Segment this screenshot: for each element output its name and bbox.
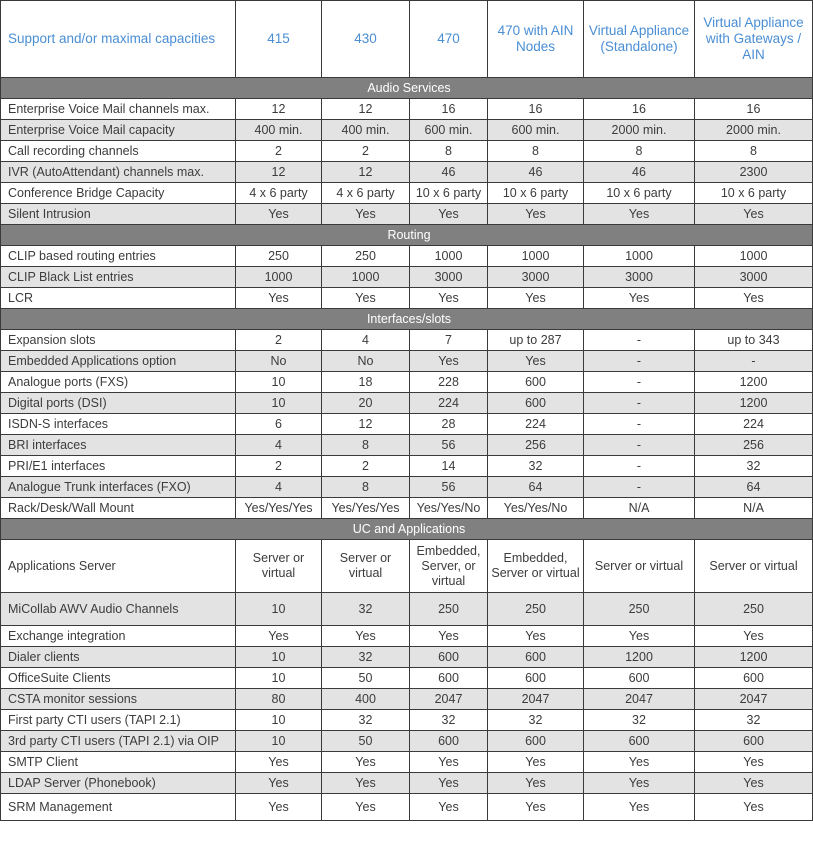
table-row [1,330,813,351]
table-row [1,794,813,821]
table-cell: Yes [584,204,695,225]
table-cell: 8 [322,477,410,498]
table-cell: 2 [236,141,322,162]
row-label: BRI interfaces [1,435,236,456]
table-row [1,731,813,752]
table-row [1,246,813,267]
table-cell: Yes [410,288,488,309]
table-row [1,689,813,710]
table-cell: 600 [410,668,488,689]
table-cell: Yes [488,794,584,821]
table-row [1,351,813,372]
table-cell: 1000 [236,267,322,288]
table-cell: 4 x 6 party [236,183,322,204]
table-cell: 250 [488,593,584,626]
table-cell: 50 [322,731,410,752]
table-cell: 224 [488,414,584,435]
table-cell: Yes [236,773,322,794]
table-cell: 600 [488,731,584,752]
table-cell: Yes [584,773,695,794]
table-cell: 32 [410,710,488,731]
table-cell: Yes [236,626,322,647]
table-cell: Yes/Yes/Yes [322,498,410,519]
table-cell: Yes [695,752,813,773]
row-label: MiCollab AWV Audio Channels [1,593,236,626]
table-cell: 10 x 6 party [584,183,695,204]
table-cell: 250 [236,246,322,267]
table-row [1,99,813,120]
table-cell: Yes [322,773,410,794]
row-label: PRI/E1 interfaces [1,456,236,477]
row-label: Enterprise Voice Mail capacity [1,120,236,141]
table-cell: Server or virtual [695,540,813,593]
table-cell: 1200 [695,372,813,393]
table-cell: Yes [488,773,584,794]
table-cell: 1000 [410,246,488,267]
table-cell: 12 [322,162,410,183]
table-row [1,647,813,668]
table-row [1,477,813,498]
row-label: Applications Server [1,540,236,593]
table-cell: 1000 [584,246,695,267]
table-cell: 1000 [488,246,584,267]
table-cell: 600 [584,668,695,689]
table-cell: 46 [488,162,584,183]
table-row [1,372,813,393]
table-cell: 600 [488,372,584,393]
table-cell: Server or virtual [236,540,322,593]
table-cell: 3000 [584,267,695,288]
table-cell: 224 [410,393,488,414]
row-label: Analogue Trunk interfaces (FXO) [1,477,236,498]
row-label: Rack/Desk/Wall Mount [1,498,236,519]
table-cell: 600 [695,668,813,689]
table-cell: 400 min. [322,120,410,141]
table-cell: up to 343 [695,330,813,351]
table-row [1,120,813,141]
table-cell: 32 [584,710,695,731]
row-label: LDAP Server (Phonebook) [1,773,236,794]
table-cell: Embedded, Server or virtual [488,540,584,593]
table-cell: 2300 [695,162,813,183]
table-cell: Yes [695,288,813,309]
row-label: IVR (AutoAttendant) channels max. [1,162,236,183]
row-label: Digital ports (DSI) [1,393,236,414]
table-cell: 20 [322,393,410,414]
table-cell: 12 [322,414,410,435]
row-label: First party CTI users (TAPI 2.1) [1,710,236,731]
table-cell: Yes [410,794,488,821]
table-row [1,540,813,593]
table-cell: Server or virtual [322,540,410,593]
row-label: Exchange integration [1,626,236,647]
table-cell: 32 [695,456,813,477]
section-row [1,225,813,246]
table-cell: 400 [322,689,410,710]
table-cell: 16 [695,99,813,120]
table-cell: Yes [236,794,322,821]
table-cell: 28 [410,414,488,435]
table-cell: 2047 [488,689,584,710]
table-cell: 16 [584,99,695,120]
table-cell: - [584,435,695,456]
table-cell: 16 [410,99,488,120]
table-row [1,773,813,794]
table-cell: 10 x 6 party [488,183,584,204]
table-row [1,141,813,162]
table-cell: Yes/Yes/No [488,498,584,519]
table-row [1,204,813,225]
table-cell: 8 [695,141,813,162]
table-cell: 400 min. [236,120,322,141]
table-cell: 2000 min. [695,120,813,141]
table-cell: Yes [236,288,322,309]
table-cell: 4 [236,477,322,498]
table-cell: - [584,330,695,351]
table-cell: 600 [488,647,584,668]
table-cell: Yes [695,794,813,821]
table-row [1,435,813,456]
header-row [1,1,813,78]
section-title: Audio Services [1,78,813,99]
table-row [1,626,813,647]
table-cell: 2000 min. [584,120,695,141]
table-cell: 600 [488,393,584,414]
table-cell: Yes [584,752,695,773]
table-cell: 32 [322,593,410,626]
table-body [1,78,813,821]
table-cell: 600 [584,731,695,752]
table-cell: 10 [236,647,322,668]
table-cell: up to 287 [488,330,584,351]
row-label: CLIP Black List entries [1,267,236,288]
header-model-415: 415 [236,1,322,78]
section-row [1,309,813,330]
table-cell: 10 [236,710,322,731]
table-cell: 32 [488,456,584,477]
table-cell: 8 [488,141,584,162]
section-title: UC and Applications [1,519,813,540]
table-cell: 600 [488,668,584,689]
table-cell: 10 x 6 party [410,183,488,204]
table-cell: Yes [322,626,410,647]
table-cell: Yes [322,752,410,773]
table-cell: Yes [236,204,322,225]
section-title: Routing [1,225,813,246]
table-cell: 10 [236,393,322,414]
table-cell: - [584,372,695,393]
table-cell: 8 [322,435,410,456]
table-cell: 250 [410,593,488,626]
table-row [1,498,813,519]
table-cell: - [584,414,695,435]
table-cell: N/A [695,498,813,519]
table-cell: 50 [322,668,410,689]
row-label: Call recording channels [1,141,236,162]
row-label: Embedded Applications option [1,351,236,372]
table-row [1,288,813,309]
table-cell: 64 [695,477,813,498]
table-cell: - [695,351,813,372]
table-cell: 2 [236,330,322,351]
table-cell: Yes [410,752,488,773]
table-cell: No [322,351,410,372]
table-cell: 1000 [322,267,410,288]
table-cell: 8 [410,141,488,162]
row-label: CSTA monitor sessions [1,689,236,710]
table-cell: 16 [488,99,584,120]
table-cell: 14 [410,456,488,477]
table-cell: 2047 [584,689,695,710]
header-model-430: 430 [322,1,410,78]
table-cell: 46 [584,162,695,183]
table-cell: 2047 [410,689,488,710]
table-cell: 1200 [584,647,695,668]
table-row [1,183,813,204]
table-cell: 64 [488,477,584,498]
table-cell: Yes [584,794,695,821]
table-cell: 6 [236,414,322,435]
row-label: Enterprise Voice Mail channels max. [1,99,236,120]
table-cell: 4 x 6 party [322,183,410,204]
table-cell: 12 [236,162,322,183]
table-row [1,593,813,626]
table-row [1,710,813,731]
table-cell: Yes [410,351,488,372]
row-label: Silent Intrusion [1,204,236,225]
table-cell: Yes [695,626,813,647]
table-cell: 10 [236,372,322,393]
table-cell: Server or virtual [584,540,695,593]
table-cell: 600 [410,731,488,752]
row-label: Analogue ports (FXS) [1,372,236,393]
table-cell: 32 [322,647,410,668]
table-cell: Yes [322,204,410,225]
table-cell: - [584,351,695,372]
row-label: Expansion slots [1,330,236,351]
table-cell: 18 [322,372,410,393]
row-label: CLIP based routing entries [1,246,236,267]
table-cell: Yes [584,288,695,309]
table-cell: 2 [322,141,410,162]
table-cell: Yes [488,351,584,372]
table-cell: 1200 [695,393,813,414]
table-cell: No [236,351,322,372]
table-cell: 256 [488,435,584,456]
table-cell: Embedded, Server, or virtual [410,540,488,593]
header-capacities: Support and/or maximal capacities [1,1,236,78]
row-label: ISDN-S interfaces [1,414,236,435]
table-cell: 2 [322,456,410,477]
table-cell: Yes [695,773,813,794]
section-row [1,78,813,99]
row-label: Conference Bridge Capacity [1,183,236,204]
table-cell: - [584,477,695,498]
table-cell: 256 [695,435,813,456]
table-cell: - [584,456,695,477]
header-model-470: 470 [410,1,488,78]
table-cell: 32 [322,710,410,731]
table-cell: 12 [236,99,322,120]
table-row [1,456,813,477]
table-cell: 600 [695,731,813,752]
table-cell: Yes [488,288,584,309]
table-cell: - [584,393,695,414]
table-cell: 228 [410,372,488,393]
table-row [1,414,813,435]
table-cell: Yes [488,626,584,647]
table-cell: 250 [322,246,410,267]
table-cell: 250 [584,593,695,626]
table-cell: Yes [410,626,488,647]
table-cell: 2047 [695,689,813,710]
section-title: Interfaces/slots [1,309,813,330]
table-cell: 4 [322,330,410,351]
table-cell: Yes [236,752,322,773]
header-virtual-gateways: Virtual Appliance with Gateways / AIN [695,1,813,78]
header-virtual-standalone: Virtual Appliance (Standalone) [584,1,695,78]
row-label: Dialer clients [1,647,236,668]
table-cell: 2 [236,456,322,477]
table-cell: 600 [410,647,488,668]
table-cell: Yes [695,204,813,225]
row-label: LCR [1,288,236,309]
table-cell: 600 min. [410,120,488,141]
section-row [1,519,813,540]
table-cell: 3000 [488,267,584,288]
row-label: SRM Management [1,794,236,821]
table-cell: 1200 [695,647,813,668]
table-cell: 224 [695,414,813,435]
table-cell: Yes [410,773,488,794]
table-cell: 46 [410,162,488,183]
table-row [1,752,813,773]
table-row [1,162,813,183]
table-row [1,393,813,414]
table-cell: 80 [236,689,322,710]
row-label: OfficeSuite Clients [1,668,236,689]
table-cell: Yes/Yes/No [410,498,488,519]
table-cell: Yes [322,288,410,309]
table-cell: Yes [410,204,488,225]
table-cell: 32 [488,710,584,731]
table-cell: 10 [236,731,322,752]
table-cell: Yes [584,626,695,647]
table-cell: 3000 [410,267,488,288]
table-cell: 56 [410,477,488,498]
table-cell: Yes [488,204,584,225]
table-cell: 32 [695,710,813,731]
table-cell: 4 [236,435,322,456]
table-cell: 10 x 6 party [695,183,813,204]
header-model-470-ain: 470 with AIN Nodes [488,1,584,78]
row-label: SMTP Client [1,752,236,773]
table-cell: 1000 [695,246,813,267]
table-cell: 56 [410,435,488,456]
table-cell: 7 [410,330,488,351]
table-row [1,668,813,689]
table-cell: Yes/Yes/Yes [236,498,322,519]
table-cell: 10 [236,593,322,626]
table-cell: Yes [488,752,584,773]
table-cell: 250 [695,593,813,626]
table-cell: 3000 [695,267,813,288]
table-cell: N/A [584,498,695,519]
table-cell: 600 min. [488,120,584,141]
table-cell: 12 [322,99,410,120]
table-cell: Yes [322,794,410,821]
table-cell: 8 [584,141,695,162]
table-cell: 10 [236,668,322,689]
table-row [1,267,813,288]
row-label: 3rd party CTI users (TAPI 2.1) via OIP [1,731,236,752]
